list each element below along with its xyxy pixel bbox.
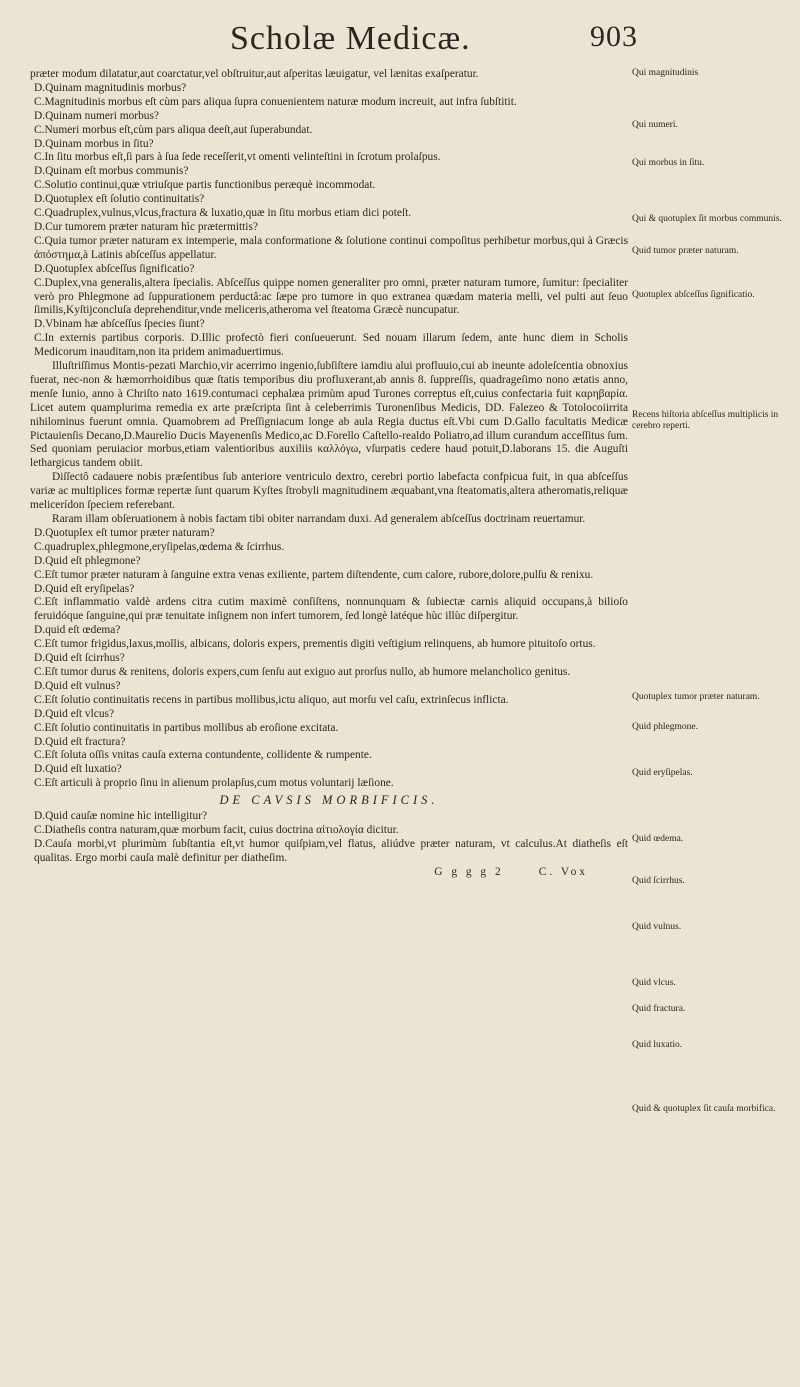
margin-note: Qui & quotuplex ſit morbus communis.	[632, 214, 782, 224]
question: D.Quinam morbus in ſitu?	[34, 137, 154, 150]
question: D.Quid eſt ſcirrhus?	[34, 652, 125, 665]
question: D.Quotuplex eſt tumor præter naturam?	[34, 526, 215, 539]
question: D.Quid eſt vlcus?	[34, 707, 115, 720]
answer: C.Diatheſis contra naturam,quæ morbum facit, cuius doctrina αἰτιολογία dicitur.	[34, 823, 399, 836]
question: D.Quid eſt phlegmone?	[34, 554, 141, 567]
answer: C.Numeri morbus eſt,cùm pars aliqua deeſt,aut ſuperabundat.	[34, 123, 313, 136]
margin-note: Quotuplex tumor præter naturam.	[632, 692, 760, 702]
answer: C.Eſt tumor frigidus,laxus,mollis, albicans, doloris expers, prementis digiti veſtigium relinquens, ab humore pituitoſo ortus.	[34, 638, 596, 651]
answer: C.Eſt articuli à proprio ſinu in alienum prolapſus,cum motus voluntarij læſione.	[34, 777, 394, 790]
page-number: 903	[590, 20, 638, 53]
question: D.Quid eſt eryſipelas?	[34, 582, 135, 595]
margin-note: Quid œdema.	[632, 834, 684, 844]
margin-note: Quotuplex abſceſſus ſignificatio.	[632, 290, 755, 300]
margin-note: Quid & quotuplex ſit cauſa morbifica.	[632, 1104, 776, 1114]
question: D.Quotuplex eſt ſolutio continuitatis?	[34, 193, 205, 206]
margin-note: Quid fractura.	[632, 1004, 686, 1014]
answer: C.In ſitu morbus eſt,ſi pars à ſua ſede receſſerit,vt omenti velinteſtini in ſcrotum prolaſpus.	[34, 151, 441, 164]
answer: C.Eſt tumor præter naturam à ſanguine extra venas exiliente, partem diſtendente, cum calore, rubore,dolore,pulſu & renixu.	[34, 568, 594, 581]
question: D.Quid eſt vulnus?	[34, 679, 121, 692]
answer: C.Quadruplex,vulnus,vlcus,fractura & luxatio,quæ in ſitu morbus etiam dici poteſt.	[34, 207, 412, 220]
question: D.Cur tumorem præter naturam hìc prætermittis?	[34, 220, 258, 233]
question: D.Quotuplex abſceſſus ſignificatio?	[34, 262, 195, 275]
margin-note: Qui magnitudinis	[632, 68, 699, 78]
question: D.Quid eſt luxatio?	[34, 763, 122, 776]
signature: G g g g 2	[434, 865, 504, 878]
margin-note: Qui numeri.	[632, 120, 678, 130]
transition-paragraph: Raram illam obſeruationem à nobis factam tibi obiter narrandam duxi. Ad generalem abſceſſus doctrinam reuertamur.	[52, 513, 586, 525]
case-history: Illuſtriſſimus Montis-pezati Marchio,vir acerrimo ingenio,ſubſiſtere iamdiu alui profluuio,cui ab ineunte adoleſcentia obnoxius fuerat, nec-non & hæmorrhoidibus quæ ſtatis temporibus diu profluxerant,ab annis 8. ſuppreſſis, quadrageſimo nono ætatis anno, menſe Iunio, anno à Chriſto nato 1619.contumaci cephalæa primùm apud Turones correptus eſt,cuius confectaria fuit καρηβαρία. Licet autem quamplurima remedia ex arte præſcripta ſint à celeberrimis Turonenſibus Medicis, DD. Falezeo & Totolocoiirrita nihilominus fuerunt omnia. Quamobrem ad Preſſigniacum longe ab aula Regia ductus eſt.Vbi cum D.Gallo facultatis Medicæ Pictauienſis Decano,D.Maurelio Ducis Mayenenſis Medico,ac D.Forello Caſtello-realdo Poliatro,ad illum curandum acceſſitus ſum. Sed quoniam peruiacior morbus,etiam valentioribus auxiliis καλλόγω, vſurpatis cedere haud potuit,D.laborans 15. die Auguſti lethargicus tandem obiit.	[30, 360, 628, 470]
answer: D.Cauſa morbi,vt plurimùm ſubſtantia eſt,vt humor quiſpiam,vel flatus, aliúdve præter naturam, vt calculus.At diatheſis eſt qualitas. Ergo morbi cauſa malè definitur per diatheſim.	[34, 837, 628, 864]
answer: C.quadruplex,phlegmone,eryſipelas,œdema & ſcirrhus.	[34, 540, 285, 553]
question: D.quid eſt œdema?	[34, 624, 121, 637]
dissection-report: Diſſectô cadauere nobis præſentibus ſub anteriore ventriculo dextro, cerebri portio labefacta confpicua fuit, in qua abſceſſus variæ ac multiplices formæ repertæ ſunt quarum Kyſtes ſtrobyli magnitudinem æquabant,vna ſteatomatis,altera atheromatis,reliquæ melicerídon ſpeciem referebant.	[30, 471, 628, 512]
margin-note: Recens hiſtoria abſceſſus multiplicis in cerebro reperti.	[632, 410, 779, 431]
question: D.Quinam magnitudinis morbus?	[34, 81, 187, 94]
answer: C.Eſt inflammatio valdè ardens citra cutim maximè conſiſtens, nonnunquam & ſubiectæ carnis aliquid occupans,à bilioſo feruidóque ſanguine,qui præ tenuitate inſignem non infert tumorem, ſed longè latéque hùc illùc diſpergitur.	[34, 596, 628, 623]
answer: C.Eſt tumor durus & renitens, doloris expers,cum ſenſu aut exiguo aut prorſus nullo, ab humore melancholico genitus.	[34, 665, 571, 678]
margin-note: Quid eryſipelas.	[632, 768, 693, 778]
answer: C.Eſt ſolutio continuitatis recens in partibus mollibus,ictu aliquo, aut morſu vel caſu, extrinſecus inflicta.	[34, 693, 509, 706]
margin-note: Quid luxatio.	[632, 1040, 683, 1050]
margin-note: Quid vlcus.	[632, 978, 676, 988]
question: D.Quinam numeri morbus?	[34, 109, 159, 122]
running-title: Scholæ Medicæ.	[230, 20, 471, 57]
section-heading: DE CAVSIS MORBIFICIS.	[219, 793, 439, 808]
text-line: præter modum dilatatur,aut coarctatur,vel obſtruitur,aut aſperitas læuigatur, vel lænitas exaſperatur.	[30, 68, 479, 80]
answer: C.Magnitudinis morbus eſt cùm pars aliqua ſupra conuenientem naturæ modum increuit, aut infra ſubſtitit.	[34, 95, 517, 108]
question: D.Quid cauſæ nomine hìc intelligitur?	[34, 810, 208, 823]
answer: C.Duplex,vna generalis,altera ſpecialis. Abſceſſus quippe nomen generaliter pro omni, præter naturam tumore, ſumitur: ſpecialiter verò pro Phlegmone ad ſuppurationem perductâ:ac ſæpe pro tumore in quo extranea quædam materia melli, vel pulti aut ſeuo ſimilis,Kyſtijconcluſa deprehenditur,vnde meliceris,atheroma vel ſteatoma Græcè nuncupatur.	[34, 276, 628, 317]
signature-mark	[30, 866, 628, 880]
margin-note: Quid ſcirrhus.	[632, 876, 685, 886]
question: D.Quid eſt fractura?	[34, 735, 126, 748]
margin-note: Qui morbus in ſitu.	[632, 158, 705, 168]
page-header	[0, 20, 800, 66]
margin-note: Quid tumor præter naturam.	[632, 246, 739, 256]
answer: C.In externis partibus corporis. D.Illic profectò fieri conſueuerunt. Sed nouam illarum ſedem, ante hunc diem in Scholis Medicorum inauditam,non ita pridem animaduertimus.	[34, 332, 628, 359]
answer: C.Quia tumor præter naturam ex intemperie, mala conformatione & ſolutione continui compoſitus perhibetur morbus,qui à Græcis ἀπόστημα,à Latinis abſceſſus appellatur.	[34, 234, 628, 261]
answer: C.Solutio continui,quæ vtriuſque partis functionibus peræquè incommodat.	[34, 179, 376, 192]
margin-note: Quid phlegmone.	[632, 722, 698, 732]
answer: C.Eſt ſolutio continuitatis in partibus mollibus ab eroſione excitata.	[34, 721, 339, 734]
margin-note: Quid vulnus.	[632, 922, 682, 932]
question: D.Vbinam hæ abſceſſus ſpecies ſiunt?	[34, 318, 205, 331]
question: D.Quinam eſt morbus communis?	[34, 165, 189, 178]
main-text-column	[30, 68, 628, 880]
answer: C.Eſt ſoluta oſſis vnitas cauſa externa contundente, collidente & rumpente.	[34, 749, 372, 762]
catchword: C. Vox	[538, 865, 588, 878]
